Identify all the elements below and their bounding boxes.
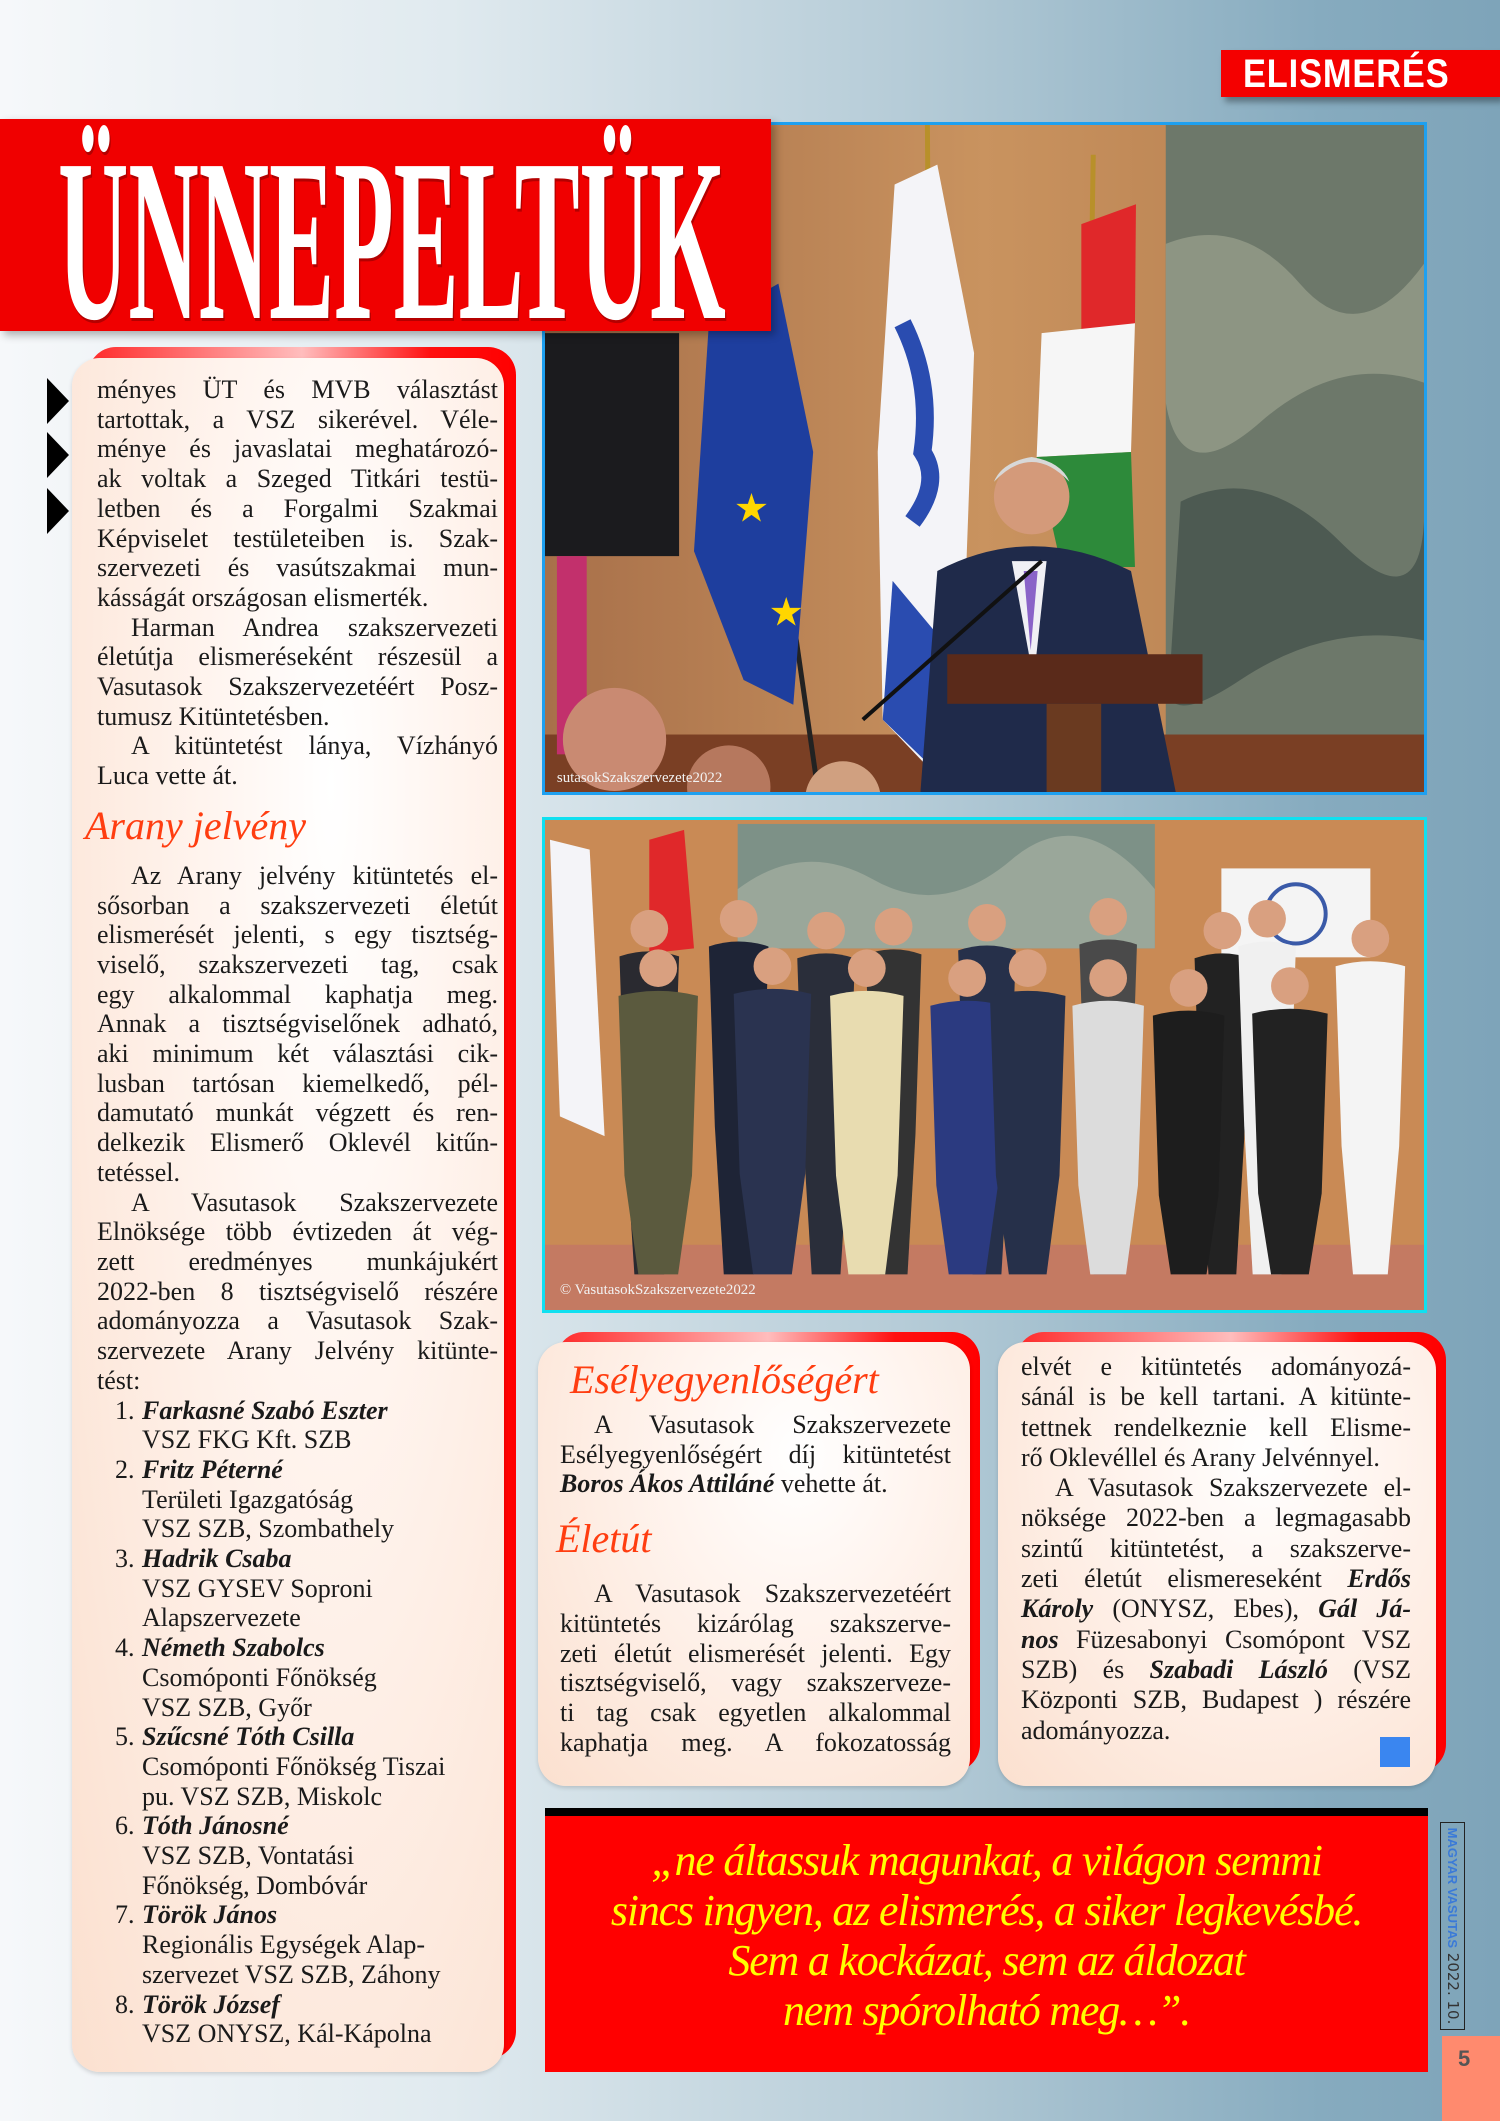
- awardee-name-line: [115, 1900, 498, 1930]
- text-line: [97, 1306, 498, 1336]
- awardee-name-line: [115, 1722, 498, 1752]
- text-line: [1021, 1716, 1411, 1746]
- awardee-organization: VSZ SZB, Győr: [142, 1692, 312, 1722]
- text-line: [97, 1217, 498, 1247]
- text-run: kitüntetés kizárólag szakszerve-: [560, 1608, 951, 1638]
- awardee-organization: Csomóponti Főnökség: [142, 1662, 377, 1692]
- text-line: [97, 1098, 498, 1128]
- text-run: zeti életút elismerését jelenti. Egy: [560, 1638, 951, 1668]
- text-line: [97, 613, 498, 643]
- paragraph: [560, 1579, 951, 1757]
- paragraph: [97, 375, 498, 613]
- text-run: egy alkalommal kaphatja meg.: [97, 979, 498, 1009]
- text-run: damutató munkát végzett és ren-: [97, 1098, 498, 1128]
- text-run: Képviselet testületeiben is. Szak-: [97, 523, 498, 553]
- text-run: elismerését jelenti, s egy tisztség-: [97, 920, 498, 950]
- paragraph: [97, 1188, 498, 1396]
- text-run: A Vasutasok Szakszervezete: [131, 1187, 498, 1217]
- text-line: [1021, 1503, 1411, 1533]
- text-run: kásságát országosan elismerték.: [97, 582, 429, 612]
- awardee-name-line: [115, 1396, 498, 1426]
- text-run: rő Oklevéllel és Arany Jelvénnyel.: [1021, 1442, 1380, 1472]
- end-marker-square-icon: [1380, 1737, 1410, 1767]
- text-line: [97, 1128, 498, 1158]
- text-run: Elnöksége több évtizeden át vég-: [97, 1217, 498, 1247]
- arany-jelveny-paragraphs: [97, 861, 498, 1396]
- text-run: delkezik Elismerő Oklevél kitűn-: [97, 1128, 498, 1158]
- text-line: [97, 1188, 498, 1218]
- text-run: lusban tartósan kiemelkedő, pél-: [97, 1068, 498, 1098]
- text-run: aki minimum két választási cik-: [97, 1039, 498, 1069]
- right-card-text: [1021, 1352, 1411, 1746]
- awardee-name-line: [115, 1633, 498, 1663]
- awardee-item: [97, 1811, 498, 1900]
- text-run: nöksége 2022-ben a legmagasabb: [1021, 1503, 1411, 1533]
- awardee-number: 5.: [115, 1722, 135, 1752]
- text-run: Vasutasok Szakszervezetéért Posz-: [97, 672, 498, 702]
- bold-name: nos: [1021, 1624, 1059, 1654]
- text-line: [97, 1069, 498, 1099]
- left-column-text: [85, 375, 498, 2049]
- text-line: [97, 1009, 498, 1039]
- section-tag-label: ELISMERÉS: [1243, 52, 1450, 96]
- awardee-number: 6.: [115, 1811, 135, 1841]
- arrow-right-icon: [47, 488, 69, 534]
- text-run: tetéssel.: [97, 1157, 181, 1187]
- text-line: [97, 1336, 498, 1366]
- text-run: letben és a Forgalmi Szakmai: [97, 493, 498, 523]
- text-line: [97, 434, 498, 464]
- photo1-watermark: sutasokSzakszervezete2022: [556, 770, 723, 787]
- awardee-organization: VSZ SZB, Szombathely: [142, 1514, 395, 1544]
- text-run: (ONYSZ, Ebes),: [1093, 1594, 1319, 1624]
- awardee-number: 3.: [115, 1544, 135, 1574]
- text-run: kaphatja meg. A fokozatosság: [560, 1727, 951, 1757]
- awardee-organization: Alapszervezete: [142, 1603, 301, 1633]
- awardee-item: [97, 1900, 498, 1989]
- text-run: SZB) és: [1021, 1654, 1150, 1684]
- awardee-name: Fritz Péterné: [142, 1454, 283, 1484]
- text-run: szervezeti és vasútszakmai mun-: [97, 553, 498, 583]
- photo-group-image: [545, 820, 1424, 1310]
- awardee-organization: Regionális Egységek Alap-: [142, 1930, 426, 1960]
- awardee-name-line: [115, 1544, 498, 1574]
- text-run: Harman Andrea szakszervezeti: [131, 612, 498, 642]
- text-run: A Vasutasok Szakszervezetéért: [594, 1579, 951, 1609]
- awardee-item: [97, 1633, 498, 1722]
- svg-text:★: ★: [768, 590, 805, 635]
- text-run: Füzesabonyi Csomópont VSZ: [1058, 1624, 1411, 1654]
- awardee-number: 4.: [115, 1633, 135, 1663]
- text-line: [560, 1609, 951, 1639]
- text-run: sánál is be kell tartani. A kitünte-: [1021, 1382, 1411, 1412]
- quote-line: nem spórolható meg…”.: [782, 1986, 1191, 2035]
- issue-date: 2022. 10.: [1443, 1952, 1462, 2025]
- text-line: [97, 642, 498, 672]
- text-line: [97, 950, 498, 980]
- text-line: [97, 553, 498, 583]
- paragraph: [1021, 1352, 1411, 1473]
- intro-paragraphs: [97, 375, 498, 791]
- awardee-name: Török József: [142, 1989, 280, 2019]
- text-run: adományozza.: [1021, 1715, 1171, 1745]
- text-line: [97, 1366, 498, 1396]
- text-run: A kitüntetést lánya, Vízhányó: [131, 731, 498, 761]
- title-banner: [0, 119, 771, 331]
- text-run: tettnek rendelkeznie kell Elisme-: [1021, 1412, 1411, 1442]
- page-number-box: [1442, 2036, 1500, 2121]
- text-run: ményes ÜT és MVB választást: [97, 375, 498, 404]
- text-run: viselő, szakszervezeti tag, csak: [97, 949, 498, 979]
- paragraph: [560, 1410, 951, 1499]
- text-line: [1021, 1443, 1411, 1473]
- awardee-name-line: [115, 1455, 498, 1485]
- section-tag: [1221, 50, 1500, 97]
- quote-line: „ne áltassuk magunkat, a világon semmi: [651, 1836, 1322, 1885]
- arrow-right-icon: [47, 378, 69, 424]
- awardee-item: [97, 1544, 498, 1633]
- paragraph: [97, 861, 498, 1188]
- text-line: [560, 1668, 951, 1698]
- text-line: [97, 1158, 498, 1188]
- text-line: [97, 920, 498, 950]
- page-title: ÜNNEPELTÜK: [58, 119, 726, 331]
- text-line: [97, 583, 498, 613]
- text-run: ti tag csak egyetlen alkalommal: [560, 1697, 951, 1727]
- photo2-watermark: © VasutasokSzakszervezete2022: [559, 1282, 756, 1299]
- text-line: [560, 1579, 951, 1609]
- text-run: zett eredményes munkájukért: [97, 1246, 498, 1276]
- awardee-number: 8.: [115, 1989, 135, 2019]
- text-run: Központi SZB, Budapest ) részére: [1021, 1685, 1411, 1715]
- text-run: életútja elismeréseként részesül a: [97, 642, 498, 672]
- paragraph: [97, 731, 498, 790]
- text-line: [97, 1039, 498, 1069]
- text-run: Annak a tisztségviselőnek adható,: [97, 1009, 498, 1039]
- arrow-right-icon: [47, 432, 69, 478]
- heading-eletut: Életút: [556, 1516, 652, 1562]
- quote-line: sincs ingyen, az elismerés, a siker legkevésbé.: [610, 1886, 1363, 1935]
- text-run: tést:: [97, 1365, 141, 1395]
- text-line: [1021, 1594, 1411, 1624]
- text-run: tisztségviselő, vagy szakszerveze-: [560, 1668, 951, 1698]
- bold-name: Szabadi László: [1149, 1654, 1328, 1684]
- awardee-name: Szűcsné Tóth Csilla: [142, 1722, 355, 1752]
- text-line: [97, 731, 498, 761]
- text-line: [1021, 1625, 1411, 1655]
- awardee-name: Farkasné Szabó Eszter: [142, 1395, 388, 1425]
- page-number: 5: [1458, 2046, 1471, 2071]
- awardee-name-line: [115, 1990, 498, 2020]
- text-line: [97, 494, 498, 524]
- awardee-name: Hadrik Csaba: [142, 1544, 292, 1574]
- awardee-organization: szervezet VSZ SZB, Záhony: [142, 1959, 441, 1989]
- text-run: ak voltak a Szeged Titkári testü-: [97, 464, 498, 494]
- awardee-number: 1.: [115, 1395, 135, 1425]
- heading-eselyegyenlosegert: Esélyegyenlőségért: [570, 1357, 879, 1402]
- awardee-number: 2.: [115, 1454, 135, 1484]
- middle-card-text: [556, 1350, 951, 1757]
- paragraph: [1021, 1473, 1411, 1746]
- text-run: Luca vette át.: [97, 761, 238, 791]
- text-run: tartottak, a VSZ sikerével. Véle-: [97, 404, 498, 434]
- text-line: [97, 375, 498, 405]
- text-run: szintű kitüntetést, a szakszerve-: [1021, 1533, 1411, 1563]
- awardee-number: 7.: [115, 1900, 135, 1930]
- awardee-organization: VSZ FKG Kft. SZB: [142, 1425, 352, 1455]
- awardee-organization: Főnökség, Dombóvár: [142, 1870, 368, 1900]
- text-run: elvét e kitüntetés adományozá-: [1021, 1352, 1411, 1381]
- awardee-item: [97, 1455, 498, 1544]
- text-line: [97, 1247, 498, 1277]
- bold-name: Boros Ákos Attiláné: [560, 1469, 775, 1499]
- awardee-list: [97, 1396, 498, 2049]
- awardee-organization: VSZ SZB, Vontatási: [142, 1841, 355, 1871]
- text-line: [560, 1698, 951, 1728]
- text-run: vehette át.: [774, 1469, 888, 1499]
- bold-name: Gál Já-: [1318, 1594, 1411, 1624]
- text-line: [97, 761, 498, 791]
- text-run: A Vasutasok Szakszervezete el-: [1055, 1473, 1411, 1503]
- text-line: [1021, 1685, 1411, 1715]
- text-run: (VSZ: [1327, 1654, 1411, 1684]
- text-line: [97, 980, 498, 1010]
- awardee-name: Németh Szabolcs: [142, 1633, 325, 1663]
- text-run: tumusz Kitüntetésben.: [97, 701, 330, 731]
- text-run: Esélyegyenlőségért díj kitüntetést: [560, 1439, 951, 1469]
- magazine-name: MAGYAR VASUTAS: [1444, 1827, 1460, 1949]
- text-run: A Vasutasok Szakszervezete: [594, 1410, 951, 1439]
- awardee-organization: pu. VSZ SZB, Miskolc: [142, 1781, 383, 1811]
- text-line: [97, 405, 498, 435]
- awardee-item: [97, 1396, 498, 1455]
- awardee-organization: Csomóponti Főnökség Tiszai: [142, 1751, 446, 1781]
- heading-arany-jelveny: Arany jelvény: [85, 802, 306, 848]
- text-line: [97, 891, 498, 921]
- awardee-name: Török János: [142, 1900, 278, 1930]
- text-run: zeti életút elismereseként: [1021, 1564, 1348, 1594]
- awardee-name: Tóth Jánosné: [142, 1811, 289, 1841]
- pull-quote: [545, 1808, 1428, 2072]
- text-line: [560, 1639, 951, 1669]
- text-line: [1021, 1382, 1411, 1412]
- text-line: [1021, 1473, 1411, 1503]
- text-run: 2022-ben 8 tisztségviselő részére: [97, 1276, 498, 1306]
- text-line: [97, 524, 498, 554]
- eselyegyenlosegert-paragraph: [560, 1410, 951, 1499]
- awardee-item: [97, 1990, 498, 2049]
- text-line: [560, 1728, 951, 1758]
- text-run: szervezete Arany Jelvény kitünte-: [97, 1336, 498, 1366]
- svg-text:★: ★: [733, 486, 770, 531]
- text-run: ménye és javaslatai meghatározó-: [97, 434, 498, 464]
- text-line: [1021, 1534, 1411, 1564]
- awardee-name-line: [115, 1811, 498, 1841]
- awardee-organization: VSZ GYSEV Soproni: [142, 1573, 373, 1603]
- text-line: [97, 464, 498, 494]
- photo-group-awardees: [542, 817, 1427, 1313]
- text-line: [97, 702, 498, 732]
- awardee-organization: Területi Igazgatóság: [142, 1484, 354, 1514]
- awardee-organization: VSZ ONYSZ, Kál-Kápolna: [142, 2019, 432, 2049]
- text-run: sősorban a szakszervezeti életút: [97, 890, 498, 920]
- text-line: [1021, 1564, 1411, 1594]
- text-line: [560, 1410, 951, 1440]
- text-line: [560, 1440, 951, 1470]
- awardee-item: [97, 1722, 498, 1811]
- text-line: [97, 861, 498, 891]
- eletut-paragraph: [560, 1579, 951, 1757]
- quote-line: Sem a kockázat, sem az áldozat: [728, 1936, 1245, 1985]
- text-line: [1021, 1655, 1411, 1685]
- text-line: [97, 672, 498, 702]
- text-run: adományozza a Vasutasok Szak-: [97, 1306, 498, 1336]
- text-line: [1021, 1352, 1411, 1382]
- text-run: Az Arany jelvény kitüntetés el-: [131, 860, 498, 890]
- text-line: [560, 1469, 951, 1499]
- bold-name: Károly: [1021, 1594, 1094, 1624]
- paragraph: [97, 613, 498, 732]
- magazine-issue-label: [1440, 1822, 1465, 2030]
- text-line: [97, 1277, 498, 1307]
- bold-name: Erdős: [1347, 1564, 1411, 1594]
- text-line: [1021, 1413, 1411, 1443]
